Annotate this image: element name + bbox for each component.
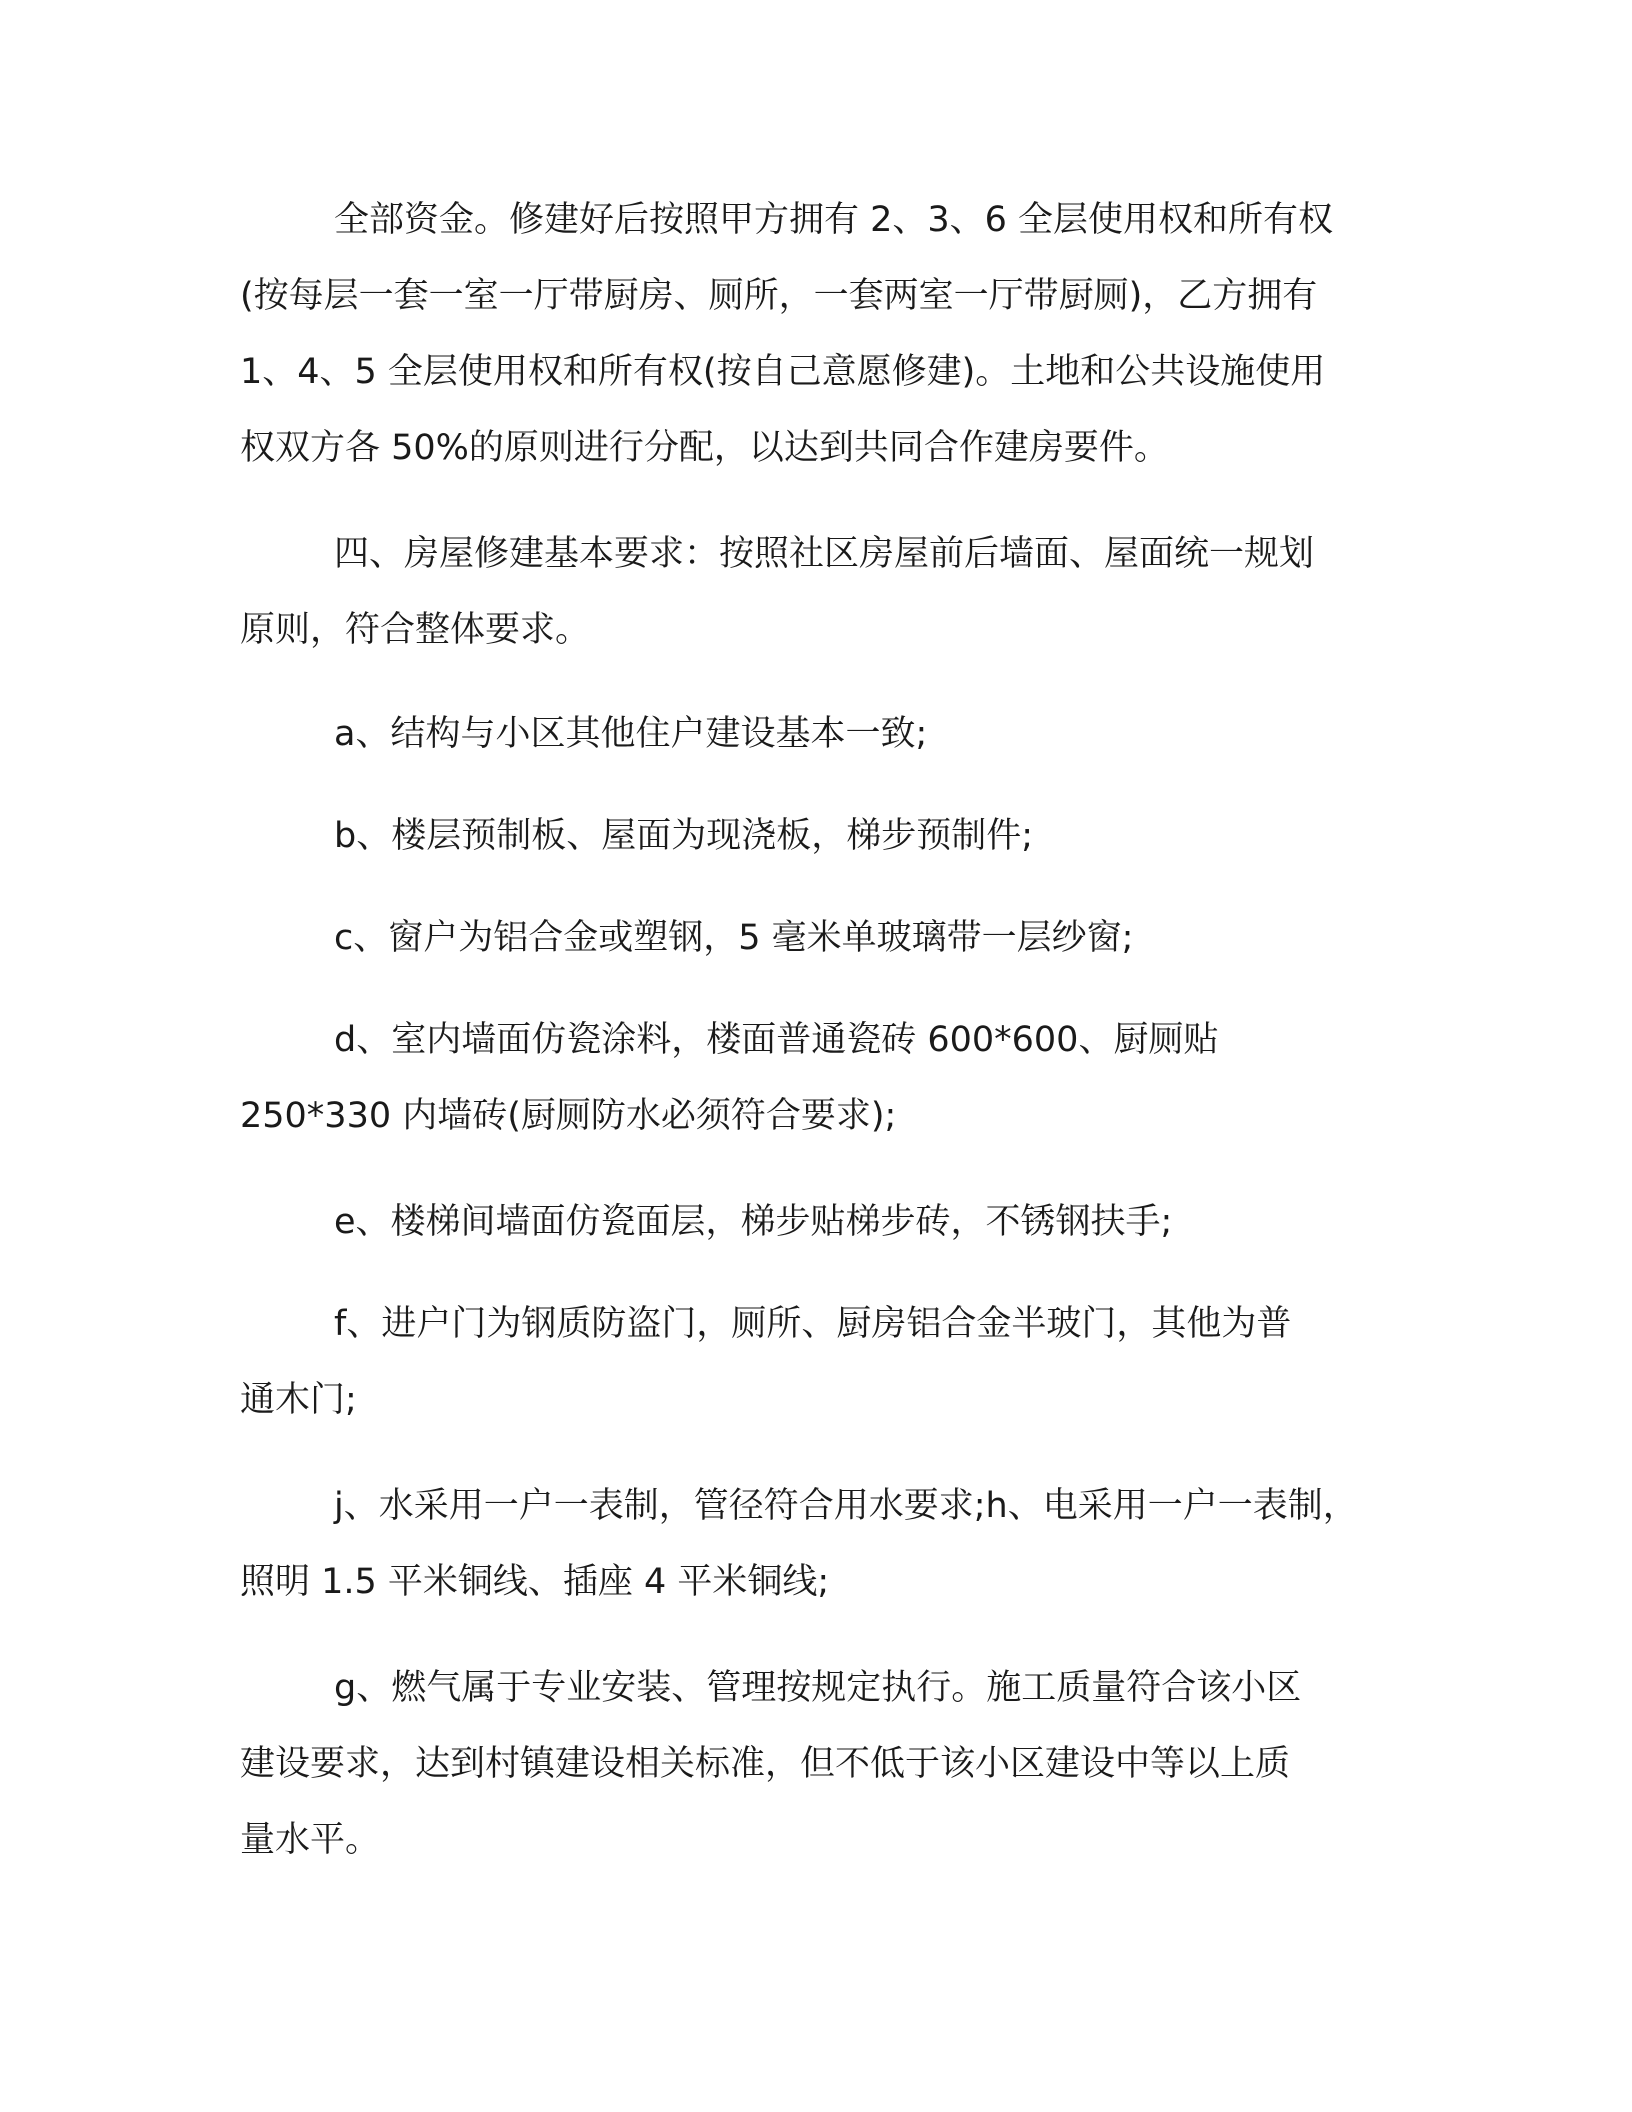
paragraph-item-d	[240, 1002, 1420, 1154]
text-line: d、室内墙面仿瓷涂料，楼面普通瓷砖 600*600、厨厕贴	[334, 1020, 1219, 1060]
text-line: c、窗户为铝合金或塑钢，5 毫米单玻璃带一层纱窗;	[334, 918, 1134, 958]
text-line: (按每层一套一室一厅带厨房、厕所，一套两室一厅带厨厕)，乙方拥有	[240, 276, 1318, 316]
text-line: 全部资金。修建好后按照甲方拥有 2、3、6 全层使用权和所有权	[334, 200, 1334, 240]
paragraph-requirements-heading	[240, 516, 1420, 668]
text-line: b、楼层预制板、屋面为现浇板，梯步预制件;	[334, 816, 1034, 856]
paragraph-item-e	[240, 1184, 1420, 1260]
text-line: f、进户门为钢质防盗门，厕所、厨房铝合金半玻门，其他为普	[334, 1304, 1292, 1344]
text-line: a、结构与小区其他住户建设基本一致;	[334, 714, 928, 754]
text-line: 建设要求，达到村镇建设相关标准，但不低于该小区建设中等以上质	[240, 1744, 1291, 1784]
text-line: 照明 1.5 平米铜线、插座 4 平米铜线;	[240, 1562, 830, 1602]
text-line: 通木门;	[240, 1380, 357, 1420]
text-line: 250*330 内墙砖(厨厕防水必须符合要求);	[240, 1096, 897, 1136]
paragraph-item-b	[240, 798, 1420, 874]
text-line: g、燃气属于专业安装、管理按规定执行。施工质量符合该小区	[334, 1668, 1302, 1708]
paragraph-item-f	[240, 1286, 1420, 1438]
text-line: 量水平。	[240, 1820, 381, 1860]
text-line: 权双方各 50%的原则进行分配，以达到共同合作建房要件。	[240, 428, 1169, 468]
paragraph-item-j-h	[240, 1468, 1420, 1620]
paragraph-item-a	[240, 696, 1420, 772]
paragraph-item-c	[240, 900, 1420, 976]
text-line: j、水采用一户一表制，管径符合用水要求;h、电采用一户一表制，	[334, 1486, 1358, 1526]
text-line: 1、4、5 全层使用权和所有权(按自己意愿修建)。土地和公共设施使用	[240, 352, 1326, 392]
text-line: 原则，符合整体要求。	[240, 610, 591, 650]
paragraph-item-g	[240, 1650, 1420, 1878]
text-line: 四、房屋修建基本要求：按照社区房屋前后墙面、屋面统一规划	[334, 534, 1315, 574]
text-line: e、楼梯间墙面仿瓷面层，梯步贴梯步砖，不锈钢扶手;	[334, 1202, 1173, 1242]
paragraph-funding	[240, 182, 1420, 486]
